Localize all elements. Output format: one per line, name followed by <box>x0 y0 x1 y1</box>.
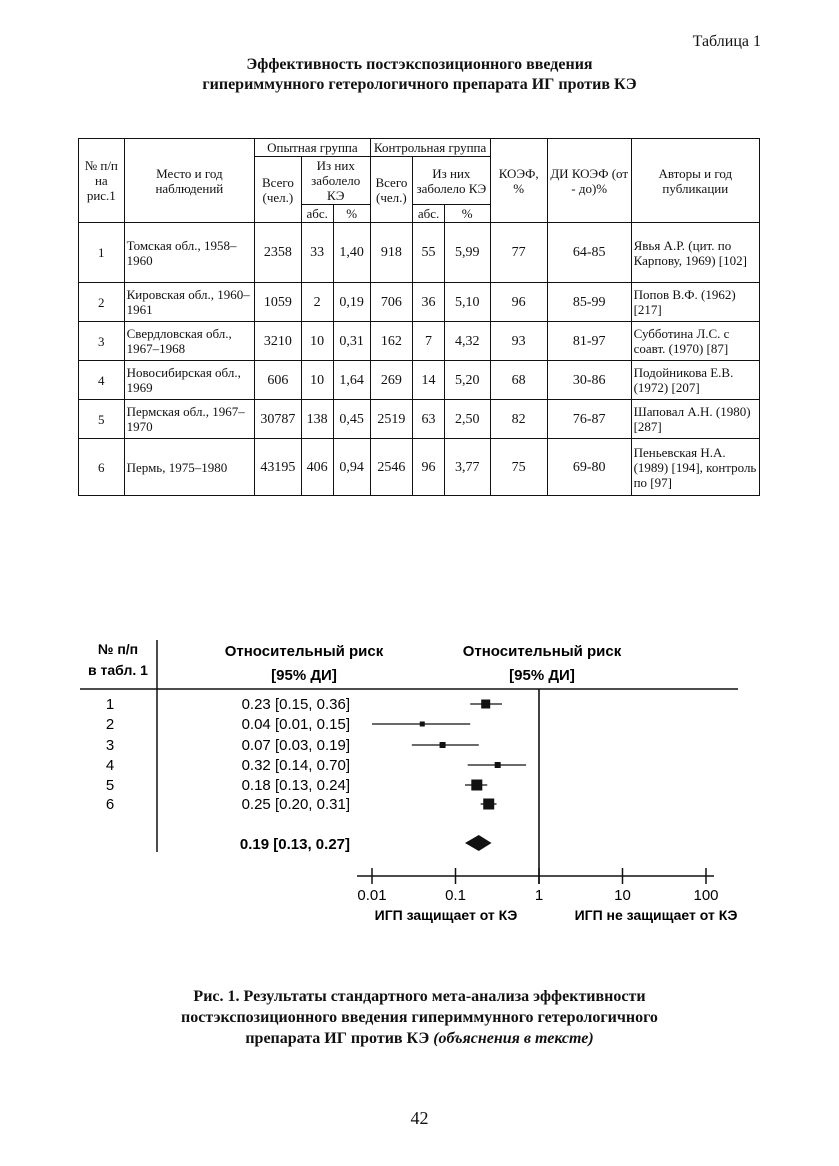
header-ci-koef: ДИ КОЭФ (от - до)% <box>547 139 631 223</box>
table-title-line-2: гипериммунного гетерологичного препарата ИГ против КЭ <box>202 76 637 93</box>
cell-place: Кировская обл., 1960–1961 <box>124 283 254 322</box>
header-plot-line-1: Относительный риск <box>462 643 622 660</box>
cell-ctl-abs: 55 <box>413 223 445 283</box>
cell-ci: 64-85 <box>547 223 631 283</box>
cell-koef: 77 <box>490 223 547 283</box>
cell-ctl-abs: 63 <box>413 400 445 439</box>
study-point <box>483 799 494 810</box>
cell-ctl-pct: 2,50 <box>444 400 490 439</box>
cell-exp-abs: 10 <box>301 361 333 400</box>
cell-exp-pct: 1,64 <box>333 361 370 400</box>
cell-authors: Пеньевская Н.А. (1989) [194], контроль по [97] <box>631 439 759 496</box>
cell-exp-abs: 33 <box>301 223 333 283</box>
header-experimental-group: Опытная группа <box>255 139 371 157</box>
x-tick-label: 0.1 <box>445 887 466 904</box>
cell-authors: Шаповал А.Н. (1980) [287] <box>631 400 759 439</box>
cell-num: 3 <box>79 322 125 361</box>
summary-rr-label: 0.19 [0.13, 0.27] <box>239 836 350 853</box>
study-num: 5 <box>105 777 115 794</box>
header-ctl-pct: % <box>444 205 490 223</box>
caption-line-3-italic: (объяснения в тексте) <box>433 1030 594 1047</box>
header-rr-line-1: Относительный риск <box>224 643 384 660</box>
header-ctl-total: Всего (чел.) <box>370 157 412 223</box>
x-tick-label: 100 <box>693 887 719 904</box>
cell-koef: 82 <box>490 400 547 439</box>
cell-exp-total: 2358 <box>255 223 302 283</box>
cell-num: 6 <box>79 439 125 496</box>
study-num: 4 <box>105 757 115 774</box>
cell-ctl-pct: 5,20 <box>444 361 490 400</box>
cell-exp-abs: 10 <box>301 322 333 361</box>
cell-exp-abs: 138 <box>301 400 333 439</box>
cell-ctl-pct: 5,99 <box>444 223 490 283</box>
cell-authors: Явья А.Р. (цит. по Карпову, 1969) [102] <box>631 223 759 283</box>
cell-koef: 75 <box>490 439 547 496</box>
study-rr-label: 0.25 [0.20, 0.31] <box>241 796 350 813</box>
header-exp-abs: абс. <box>301 205 333 223</box>
study-rr-label: 0.23 [0.15, 0.36] <box>241 696 350 713</box>
cell-authors: Попов В.Ф. (1962) [217] <box>631 283 759 322</box>
study-point <box>495 762 501 768</box>
summary-diamond <box>465 835 492 851</box>
cell-authors: Субботина Л.С. с соавт. (1970) [87] <box>631 322 759 361</box>
cell-exp-pct: 0,19 <box>333 283 370 322</box>
cell-ci: 85-99 <box>547 283 631 322</box>
header-plot-line-2: [95% ДИ] <box>509 667 575 684</box>
cell-ctl-pct: 4,32 <box>444 322 490 361</box>
cell-exp-pct: 0,31 <box>333 322 370 361</box>
header-place: Место и год наблюдений <box>124 139 254 223</box>
right-side-label: ИГП не защищает от КЭ <box>574 907 738 923</box>
caption-line-1: Рис. 1. Результаты стандартного мета-анализа эффективности <box>193 988 646 1005</box>
cell-ci: 76-87 <box>547 400 631 439</box>
page-number: 42 <box>410 1108 429 1128</box>
cell-ci: 30-86 <box>547 361 631 400</box>
cell-ci: 81-97 <box>547 322 631 361</box>
header-ctl-sick: Из них заболело КЭ <box>413 157 490 205</box>
cell-ctl-abs: 96 <box>413 439 445 496</box>
study-rr-label: 0.07 [0.03, 0.19] <box>241 737 350 754</box>
cell-num: 1 <box>79 223 125 283</box>
cell-ctl-abs: 36 <box>413 283 445 322</box>
header-num-line-1: № п/п <box>97 641 139 657</box>
cell-num: 2 <box>79 283 125 322</box>
study-point <box>481 700 490 709</box>
header-koef: КОЭФ, % <box>490 139 547 223</box>
x-tick-label: 1 <box>534 887 544 904</box>
cell-ctl-abs: 14 <box>413 361 445 400</box>
header-exp-pct: % <box>333 205 370 223</box>
caption-line-3-main: препарата ИГ против КЭ <box>245 1030 434 1047</box>
caption-line-3 <box>0 1028 839 1049</box>
cell-ctl-pct: 5,10 <box>444 283 490 322</box>
cell-ctl-total: 269 <box>370 361 412 400</box>
study-rr-label: 0.18 [0.13, 0.24] <box>241 777 350 794</box>
header-rr-line-2: [95% ДИ] <box>271 667 337 684</box>
cell-num: 4 <box>79 361 125 400</box>
study-num: 6 <box>105 796 115 813</box>
cell-koef: 96 <box>490 283 547 322</box>
study-num: 1 <box>105 696 115 713</box>
cell-exp-total: 43195 <box>255 439 302 496</box>
study-rr-label: 0.32 [0.14, 0.70] <box>241 757 350 774</box>
cell-ctl-abs: 7 <box>413 322 445 361</box>
header-control-group: Контрольная группа <box>370 139 490 157</box>
table-label: Таблица 1 <box>692 33 761 50</box>
header-num-line-2: в табл. 1 <box>88 662 148 678</box>
cell-exp-abs: 406 <box>301 439 333 496</box>
cell-num: 5 <box>79 400 125 439</box>
cell-authors: Подойникова Е.В. (1972) [207] <box>631 361 759 400</box>
header-authors: Авторы и год публикации <box>631 139 759 223</box>
cell-exp-total: 3210 <box>255 322 302 361</box>
figure-caption <box>0 986 839 1049</box>
cell-place: Новосибирская обл., 1969 <box>124 361 254 400</box>
cell-exp-pct: 1,40 <box>333 223 370 283</box>
cell-ctl-total: 706 <box>370 283 412 322</box>
study-rr-label: 0.04 [0.01, 0.15] <box>241 716 350 733</box>
header-exp-total: Всего (чел.) <box>255 157 302 223</box>
cell-place: Пермская обл., 1967–1970 <box>124 400 254 439</box>
study-num: 3 <box>105 737 115 754</box>
cell-ctl-total: 2546 <box>370 439 412 496</box>
cell-place: Пермь, 1975–1980 <box>124 439 254 496</box>
cell-exp-pct: 0,45 <box>333 400 370 439</box>
header-num: № п/п на рис.1 <box>79 139 125 223</box>
cell-exp-total: 1059 <box>255 283 302 322</box>
study-point <box>471 780 482 791</box>
cell-place: Томская обл., 1958–1960 <box>124 223 254 283</box>
table-title-line-1: Эффективность постэкспозиционного введения <box>246 56 593 73</box>
cell-exp-total: 606 <box>255 361 302 400</box>
x-tick-label: 0.01 <box>357 887 387 904</box>
study-point <box>440 742 446 748</box>
left-side-label: ИГП защищает от КЭ <box>374 907 518 923</box>
cell-ctl-pct: 3,77 <box>444 439 490 496</box>
cell-ctl-total: 918 <box>370 223 412 283</box>
caption-line-2: постэкспозиционного введения гипериммунного гетерологичного <box>181 1009 658 1026</box>
header-exp-sick: Из них заболело КЭ <box>301 157 370 205</box>
cell-exp-pct: 0,94 <box>333 439 370 496</box>
cell-exp-abs: 2 <box>301 283 333 322</box>
cell-ci: 69-80 <box>547 439 631 496</box>
x-tick-label: 10 <box>614 887 631 904</box>
cell-exp-total: 30787 <box>255 400 302 439</box>
cell-place: Свердловская обл., 1967–1968 <box>124 322 254 361</box>
cell-ctl-total: 162 <box>370 322 412 361</box>
cell-koef: 68 <box>490 361 547 400</box>
header-ctl-abs: абс. <box>413 205 445 223</box>
study-num: 2 <box>105 716 115 733</box>
study-point <box>420 722 425 727</box>
cell-koef: 93 <box>490 322 547 361</box>
cell-ctl-total: 2519 <box>370 400 412 439</box>
